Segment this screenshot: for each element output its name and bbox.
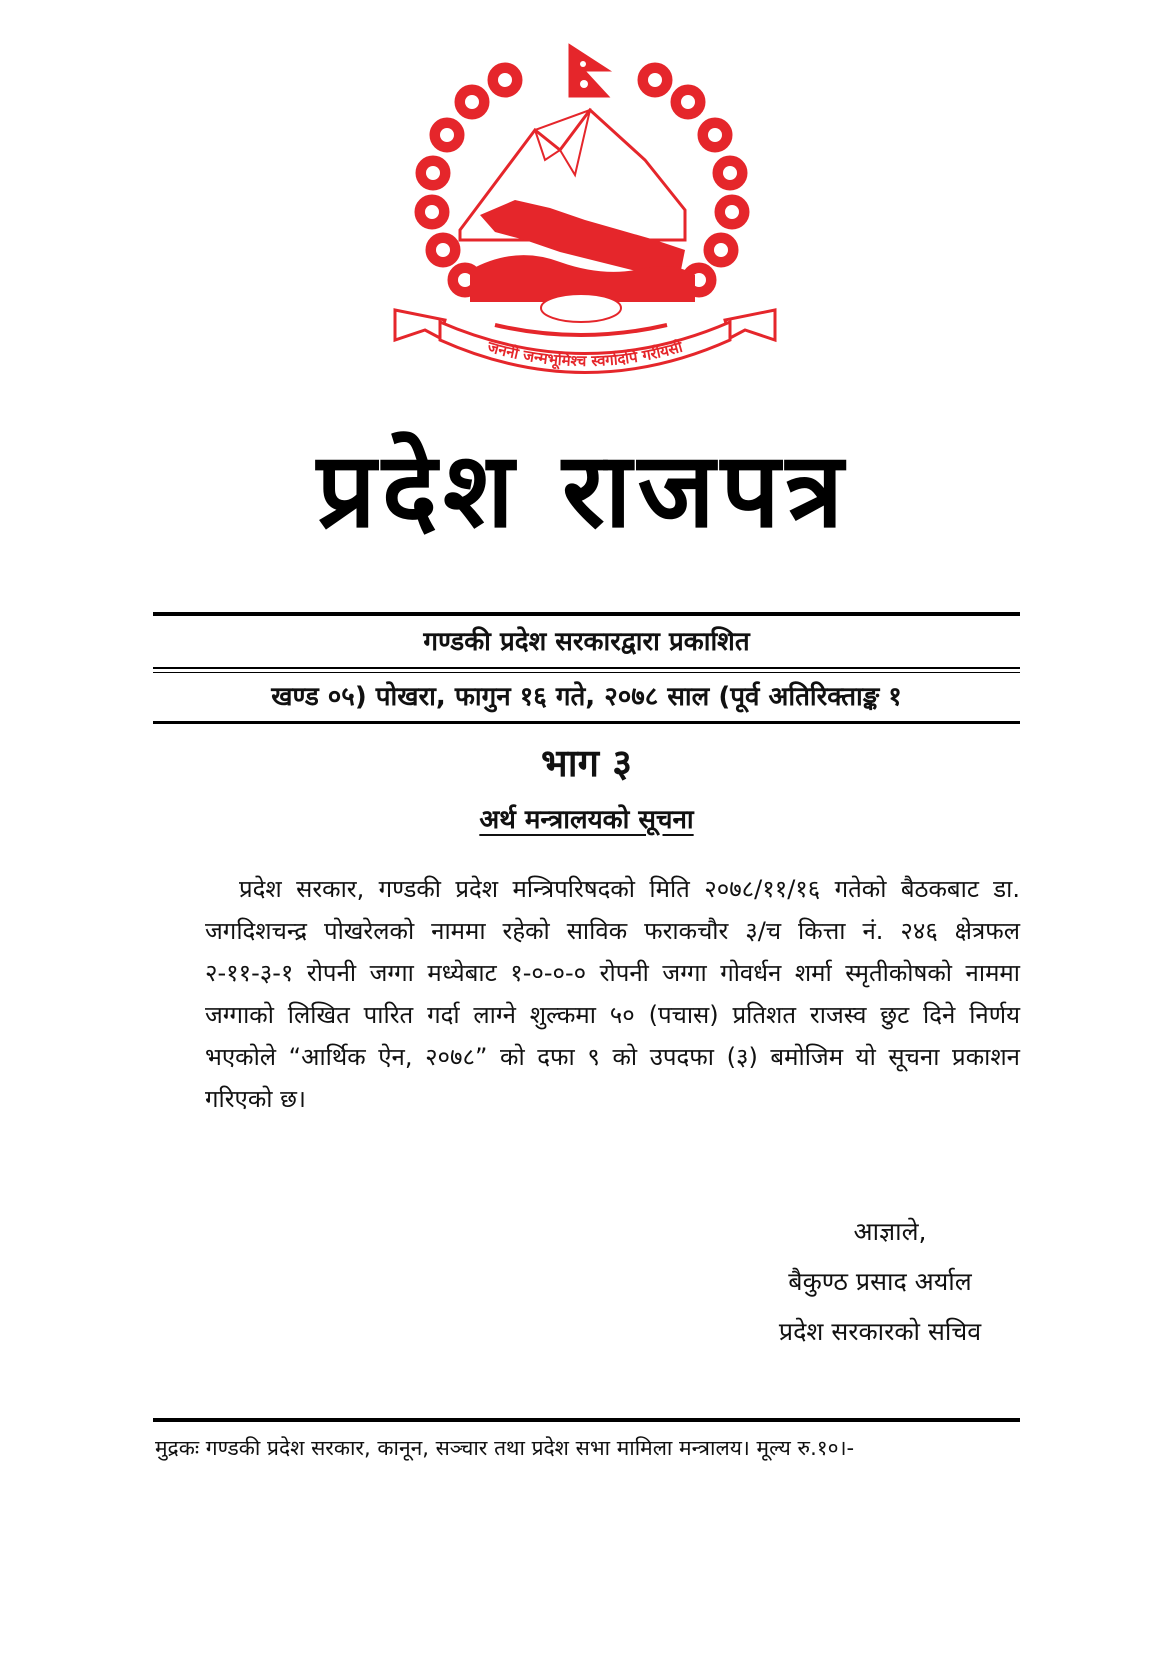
notice-title	[153, 800, 1020, 840]
printer-footer: मुद्रकः गण्डकी प्रदेश सरकार, कानून, सञ्चार तथा प्रदेश सभा मामिला मन्त्रालय। मूल्य रु.१०।-	[155, 1436, 855, 1460]
issue-line: खण्ड ०५) पोखरा, फागुन १६ गते, २०७८ साल (पूर्व अतिरिक्ताङ्क १	[271, 682, 902, 712]
nepal-coat-of-arms-icon	[385, 40, 785, 400]
rule-issue-bottom	[153, 721, 1020, 724]
gazette-title: प्रदेश राजपत्र	[316, 428, 850, 551]
rule-double-2	[153, 672, 1020, 673]
rule-double-1	[153, 667, 1020, 669]
notice-paragraph: प्रदेश सरकार, गण्डकी प्रदेश मन्त्रिपरिषदको मिति २०७८/११/१६ गतेको बैठकबाट डा. जगदिशचन्द्र पोखरेलको नाममा रहेको साविक फराकचौर ३/च कित्ता नं. २४६ क्षेत्रफल २-११-३-१ रोपनी जग्गा मध्येबाट १-०-०-० रोपनी जग्गा गोवर्धन शर्मा स्मृतीकोषको नाममा जग्गाको लिखित पारित गर्दा लाग्ने शुल्कमा ५० (पचास) प्रतिशत राजस्व छुट दिने निर्णय भएकोले “आर्थिक ऐन, २०७८” को दफा ९ को उपदफा (३) बमोजिम यो सूचना प्रकाशन गरिएको छ।	[205, 875, 1020, 1113]
notice-title-text: अर्थ मन्त्रालयको सूचना	[479, 805, 694, 835]
signatory-name: बैकुण्ठ प्रसाद अर्याल	[788, 1267, 972, 1296]
part-heading: भाग ३	[541, 740, 632, 785]
emblem-motto: जननी जन्मभूमिश्च स्वर्गादपि गरीयसी	[485, 337, 685, 371]
rule-footer	[153, 1418, 1020, 1422]
signatory-designation: प्रदेश सरकारको सचिव	[778, 1317, 982, 1346]
signature-order: आज्ञाले,	[853, 1217, 927, 1246]
rule-top	[153, 612, 1020, 616]
publisher-line: गण्डकी प्रदेश सरकारद्वारा प्रकाशित	[423, 627, 750, 657]
